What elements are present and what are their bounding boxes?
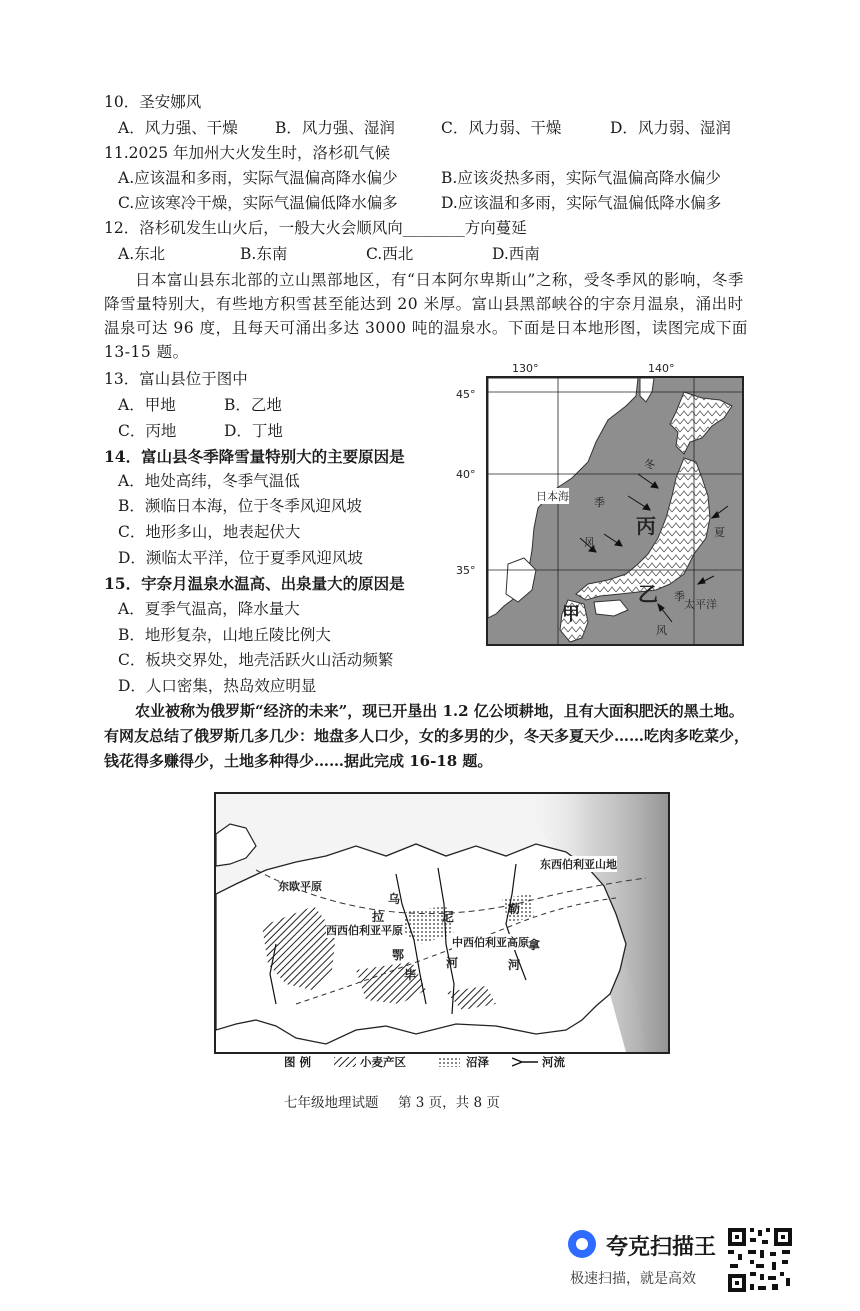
summer-monsoon-char-1: 夏 bbox=[714, 526, 725, 539]
q15-option-b: B．地形复杂，山地丘陵比例大 bbox=[118, 626, 331, 644]
q10-option-d: D．风力弱、湿润 bbox=[610, 119, 731, 137]
q10-option-c: C．风力弱、干燥 bbox=[441, 119, 562, 137]
q12-stem-end: 方向蔓延 bbox=[464, 219, 527, 237]
legend-river-swatch bbox=[512, 1056, 538, 1068]
label-e: 鄂 bbox=[392, 948, 405, 962]
lon-label-140: 140° bbox=[648, 362, 675, 375]
q12-blank: ________ bbox=[402, 219, 465, 237]
label-bi: 毕 bbox=[404, 968, 417, 982]
q15-option-d: D．人口密集，热岛效应明显 bbox=[118, 677, 317, 695]
q12-stem bbox=[104, 218, 527, 238]
legend-wheat-swatch bbox=[334, 1057, 356, 1067]
lat-label-45: 45° bbox=[456, 388, 476, 401]
legend-title: 图 例 bbox=[284, 1055, 312, 1069]
q13-option-d: D．丁地 bbox=[224, 422, 283, 440]
q10-stem: 10．圣安娜风 bbox=[104, 93, 202, 111]
q13-option-c: C．丙地 bbox=[118, 422, 177, 440]
place-bing-label: 丙 bbox=[636, 514, 656, 538]
label-wu: 乌 bbox=[388, 892, 401, 906]
scanner-brand: 夸克扫描王 bbox=[606, 1235, 717, 1260]
label-le: 勒 bbox=[508, 902, 521, 916]
japan-map bbox=[456, 362, 756, 652]
shikoku bbox=[594, 600, 628, 616]
qr-code-icon bbox=[726, 1226, 794, 1294]
label-central-siberian-plateau: 中西伯利亚高原 bbox=[452, 936, 529, 949]
q15-option-c: C．板块交界处，地壳活跃火山活动频繁 bbox=[118, 651, 394, 669]
legend-river-label: 河流 bbox=[542, 1055, 565, 1069]
label-na: 拿 bbox=[528, 938, 541, 952]
label-la: 拉 bbox=[372, 910, 385, 924]
passage-russia: 农业被称为俄罗斯“经济的未来”，现已开垦出 1.2 亿公顷耕地，且有大面积肥沃的黑土地。有网友总结了俄罗斯几多几少：地盘多人口少，女的多男的少，冬天多夏天少……吃肉多吃菜少，钱花得多赚得少，土地多种得少……据此完成 16-18 题。 bbox=[104, 702, 750, 770]
q12-option-a: A.东北 bbox=[118, 245, 166, 263]
footer-subject: 七年级地理试题 bbox=[284, 1095, 379, 1111]
q11-option-d: D.应该温和多雨，实际气温偏低降水偏多 bbox=[441, 194, 722, 212]
q15-option-a: A．夏季气温高，降水量大 bbox=[118, 600, 300, 618]
q11-stem: 11.2025 年加州大火发生时，洛杉矶气候 bbox=[104, 144, 391, 162]
q14-option-a: A．地处高纬，冬季气温低 bbox=[118, 472, 300, 490]
scanner-watermark bbox=[566, 1224, 806, 1294]
q11-option-c: C.应该寒冷干燥，实际气温偏低降水偏多 bbox=[118, 194, 398, 212]
q12-option-b: B.东南 bbox=[240, 245, 288, 263]
q14-option-d: D．濒临太平洋，位于夏季风迎风坡 bbox=[118, 549, 363, 567]
passage-japan: 日本富山县东北部的立山黑部地区，有“日本阿尔卑斯山”之称，受冬季风的影响，冬季降雪量特别大，有些地方积雪甚至能达到 20 米厚。富山县黑部峡谷的宇奈月温泉，涌出时温泉可达 96 度，且每天可涌出多达 3000 吨的温泉水。下面是日本地形图，读图完成下面 13-15 题。 bbox=[104, 271, 748, 361]
q14-option-b: B．濒临日本海，位于冬季风迎风坡 bbox=[118, 497, 362, 515]
scanner-logo-icon bbox=[568, 1230, 596, 1258]
legend-swamp-swatch bbox=[438, 1057, 460, 1067]
q12-option-d: D.西南 bbox=[492, 245, 540, 263]
label-ni: 尼 bbox=[442, 910, 455, 924]
q15-stem: 15．宇奈月温泉水温高、出泉量大的原因是 bbox=[104, 574, 405, 593]
japan-map-frame bbox=[486, 376, 744, 646]
legend-wheat-label: 小麦产区 bbox=[360, 1055, 406, 1069]
place-yi-label: 乙 bbox=[638, 582, 658, 606]
q13-stem: 13．富山县位于图中 bbox=[104, 370, 248, 388]
q12-stem-text: 12．洛杉矶发生山火后，一般大火会顺风向 bbox=[104, 219, 403, 237]
korea-peninsula bbox=[506, 558, 536, 602]
place-jia-label: 甲 bbox=[562, 604, 580, 625]
sea-of-japan-label: 日本海 bbox=[536, 490, 569, 503]
winter-monsoon-char-1: 冬 bbox=[644, 458, 655, 471]
label-he-1: 河 bbox=[446, 956, 459, 970]
q10-option-b: B．风力强、湿润 bbox=[275, 119, 395, 137]
q12-option-c: C.西北 bbox=[366, 245, 414, 263]
q14-stem: 14．富山县冬季降雪量特别大的主要原因是 bbox=[104, 447, 405, 466]
q11-option-b: B.应该炎热多雨，实际气温偏高降水偏少 bbox=[441, 169, 721, 187]
legend-swamp-label: 沼泽 bbox=[466, 1055, 489, 1069]
q14-option-c: C．地形多山，地表起伏大 bbox=[118, 523, 301, 541]
summer-monsoon-char-3: 风 bbox=[656, 624, 667, 637]
label-he-2: 河 bbox=[508, 958, 521, 972]
scanner-slogan: 极速扫描，就是高效 bbox=[570, 1271, 696, 1287]
q13-option-a: A．甲地 bbox=[118, 396, 176, 414]
sakhalin bbox=[640, 378, 654, 402]
russia-map-legend bbox=[214, 1052, 666, 1072]
lat-label-35: 35° bbox=[456, 564, 476, 577]
lon-label-130: 130° bbox=[512, 362, 539, 375]
winter-monsoon-char-3: 风 bbox=[584, 536, 595, 549]
winter-monsoon-char-2: 季 bbox=[594, 496, 605, 509]
label-west-siberian-plain: 西西伯利亚平原 bbox=[326, 924, 403, 937]
summer-monsoon-char-2: 季 bbox=[674, 590, 685, 603]
russia-map bbox=[214, 792, 670, 1054]
q11-option-a: A.应该温和多雨，实际气温偏高降水偏少 bbox=[118, 169, 398, 187]
label-east-european-plain: 东欧平原 bbox=[278, 880, 322, 893]
lat-label-40: 40° bbox=[456, 468, 476, 481]
label-east-siberian-mountains: 东西伯利亚山地 bbox=[540, 858, 617, 871]
q10-option-a: A．风力强、干燥 bbox=[118, 119, 238, 137]
pacific-ocean-label: 太平洋 bbox=[684, 598, 717, 611]
q13-option-b: B．乙地 bbox=[224, 396, 282, 414]
footer-page: 第 3 页，共 8 页 bbox=[398, 1095, 500, 1111]
